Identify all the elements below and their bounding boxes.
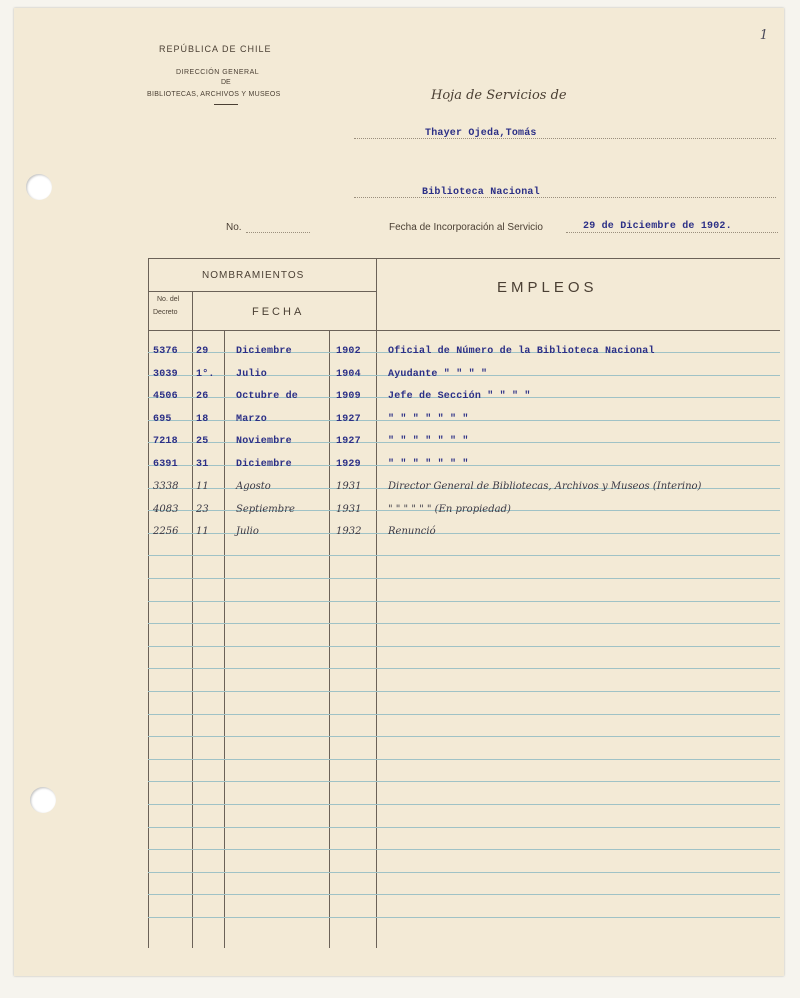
incorporation-label: Fecha de Incorporación al Servicio xyxy=(389,222,543,233)
decreto-cell: 5376 xyxy=(153,346,178,357)
document-sheet xyxy=(14,8,784,976)
punch-hole-bottom xyxy=(30,787,56,813)
col-left-border xyxy=(148,258,149,948)
empleo-cell: " " " " " " " xyxy=(388,436,469,448)
month-cell: Diciembre xyxy=(236,459,292,470)
table-top-border xyxy=(148,258,780,259)
empleo-cell: " " " " " " " xyxy=(388,459,469,470)
empleo-cell: " " " " " " (En propiedad) xyxy=(388,503,511,515)
ruled-line xyxy=(148,894,780,895)
number-label: No. xyxy=(226,222,242,233)
letterhead-de: DE xyxy=(221,79,231,86)
day-cell: 11 xyxy=(196,481,209,492)
year-cell: 1902 xyxy=(336,346,361,357)
year-cell: 1927 xyxy=(336,413,361,425)
ruled-line xyxy=(148,736,780,737)
month-cell: Julio xyxy=(236,368,268,380)
empleo-cell: " " " " " " " xyxy=(388,413,469,425)
decreto-cell: 7218 xyxy=(153,436,178,448)
day-cell: 26 xyxy=(196,391,209,403)
day-cell: 23 xyxy=(196,503,209,515)
letterhead-direction: DIRECCIÓN GENERAL xyxy=(176,69,260,76)
letterhead-country: REPÚBLICA DE CHILE xyxy=(159,44,272,54)
decreto-header-2: Decreto xyxy=(153,309,178,316)
ruled-line xyxy=(148,781,780,782)
form-title: Hoja de Servicios de xyxy=(431,88,567,103)
year-cell: 1909 xyxy=(336,391,361,403)
year-cell: 1932 xyxy=(336,526,362,538)
ruled-line xyxy=(148,759,780,760)
ruled-line xyxy=(148,714,780,715)
page-number: 1 xyxy=(759,28,768,43)
incorporation-date: 29 de Diciembre de 1902. xyxy=(583,221,732,232)
empleos-header: EMPLEOS xyxy=(497,279,598,296)
punch-hole-top xyxy=(26,174,52,200)
month-cell: Julio xyxy=(236,526,259,538)
ruled-line xyxy=(148,804,780,805)
ruled-line xyxy=(148,578,780,579)
day-cell: 1°. xyxy=(196,368,215,380)
year-cell: 1929 xyxy=(336,459,361,470)
ruled-line xyxy=(148,849,780,850)
year-cell: 1927 xyxy=(336,436,361,448)
ruled-line xyxy=(148,917,780,918)
month-cell: Marzo xyxy=(236,413,268,425)
decreto-cell: 4506 xyxy=(153,391,178,403)
empleo-cell: Ayudante " " " " xyxy=(388,368,488,380)
nombramientos-header: NOMBRAMIENTOS xyxy=(202,270,305,281)
ruled-line xyxy=(148,691,780,692)
month-cell: Octubre de xyxy=(236,391,299,403)
empleo-cell: Renunció xyxy=(388,526,436,538)
day-cell: 18 xyxy=(196,413,209,425)
fecha-header: FECHA xyxy=(252,306,305,318)
year-cell: 1904 xyxy=(336,368,361,380)
name-line xyxy=(354,138,776,139)
employee-name: Thayer Ojeda,Tomás xyxy=(425,128,537,139)
incorporation-line xyxy=(566,232,778,233)
letterhead-institution: BIBLIOTECAS, ARCHIVOS Y MUSEOS xyxy=(147,91,281,98)
col-empleos-border xyxy=(376,258,377,948)
decreto-cell: 3338 xyxy=(153,481,179,492)
month-cell: Diciembre xyxy=(236,346,292,357)
ruled-line xyxy=(148,668,780,669)
decreto-cell: 2256 xyxy=(153,526,179,538)
year-cell: 1931 xyxy=(336,503,362,515)
year-cell: 1931 xyxy=(336,481,362,492)
decreto-cell: 4083 xyxy=(153,503,179,515)
institution-name: Biblioteca Nacional xyxy=(422,187,540,198)
ruled-line xyxy=(148,601,780,602)
decreto-cell: 6391 xyxy=(153,459,178,470)
ruled-line xyxy=(148,827,780,828)
header-bottom-border xyxy=(148,330,780,331)
day-cell: 11 xyxy=(196,526,209,538)
day-cell: 31 xyxy=(196,459,209,470)
letterhead-rule xyxy=(214,104,238,105)
ruled-line xyxy=(148,623,780,624)
month-cell: Agosto xyxy=(236,481,271,492)
month-cell: Noviembre xyxy=(236,436,292,448)
day-cell: 25 xyxy=(196,436,209,448)
col-day-border xyxy=(224,330,225,948)
col-month-border xyxy=(329,330,330,948)
empleo-cell: Oficial de Número de la Biblioteca Nacional xyxy=(388,346,655,357)
decreto-cell: 3039 xyxy=(153,368,178,380)
month-cell: Septiembre xyxy=(236,503,295,515)
number-line xyxy=(246,232,310,233)
ruled-line xyxy=(148,555,780,556)
nombramientos-divider xyxy=(148,291,376,292)
decreto-cell: 695 xyxy=(153,413,172,425)
decreto-header-1: No. del xyxy=(157,296,180,303)
empleo-cell: Director General de Bibliotecas, Archivos y Museos (Interino) xyxy=(388,481,702,492)
ruled-line xyxy=(148,646,780,647)
institution-line xyxy=(354,197,776,198)
empleo-cell: Jefe de Sección " " " " xyxy=(388,391,531,403)
ruled-line xyxy=(148,872,780,873)
day-cell: 29 xyxy=(196,346,209,357)
